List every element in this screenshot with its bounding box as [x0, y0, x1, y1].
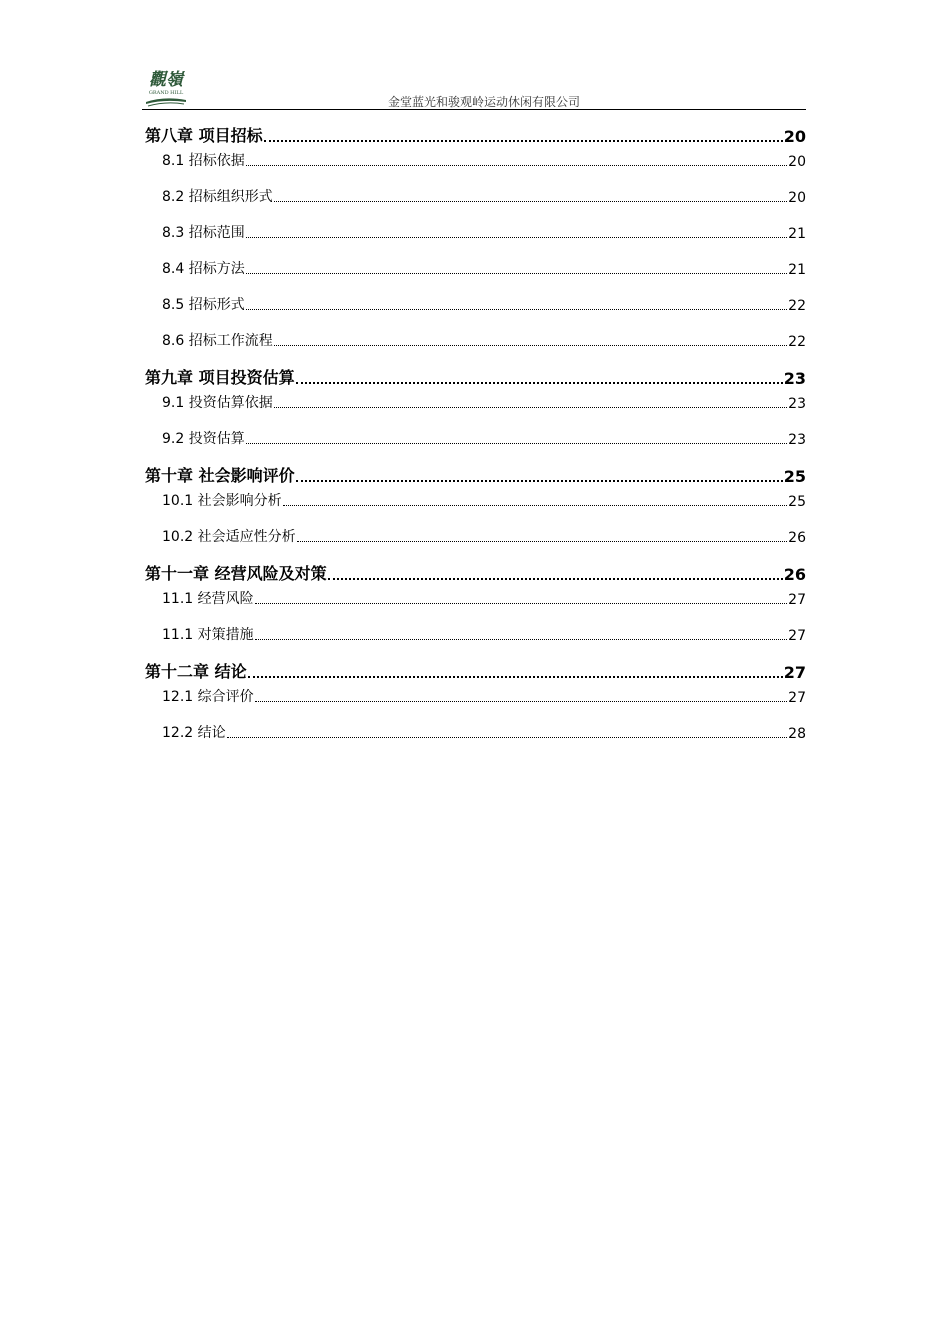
toc-section-entry[interactable]: [145, 624, 806, 644]
toc-dot-leader: [255, 639, 788, 640]
toc-section-entry[interactable]: [145, 588, 806, 608]
toc-page-number: 28: [788, 726, 806, 742]
toc-page-number: 26: [788, 530, 806, 546]
toc-entry-label: 第十章 社会影响评价: [145, 466, 295, 485]
toc-entry-label: 8.2 招标组织形式: [162, 189, 273, 205]
toc-dot-leader: [274, 201, 787, 202]
toc-entry-label: 第九章 项目投资估算: [145, 368, 295, 387]
toc-dot-leader: [274, 345, 787, 346]
toc-page-number: 27: [788, 628, 806, 644]
company-name: 金堂蓝光和骏观岭运动休闲有限公司: [387, 95, 580, 109]
toc-page-number: 25: [783, 467, 806, 486]
toc-page-number: 27: [788, 690, 806, 706]
toc-entry-label: 第十一章 经营风险及对策: [145, 564, 327, 583]
toc-entry-label: 9.2 投资估算: [162, 431, 245, 447]
logo-text: 觀嶺: [149, 70, 183, 90]
toc-entry-label: 8.5 招标形式: [162, 297, 245, 313]
toc-dot-leader: [296, 382, 783, 384]
toc-dot-leader: [246, 165, 787, 166]
toc-dot-leader: [296, 480, 783, 482]
toc-entry-label: 8.6 招标工作流程: [162, 333, 273, 349]
toc-section-entry[interactable]: [145, 722, 806, 742]
toc-entry-label: 12.1 综合评价: [162, 689, 254, 705]
toc-page-number: 22: [788, 298, 806, 314]
toc-dot-leader: [227, 737, 788, 738]
toc-dot-leader: [274, 407, 787, 408]
toc-entry-label: 第十二章 结论: [145, 662, 247, 681]
toc-dot-leader: [283, 505, 788, 506]
logo-subtext: GRAND HILL: [148, 90, 184, 96]
toc-entry-label: 第八章 项目招标: [145, 126, 263, 145]
toc-section-entry[interactable]: [145, 294, 806, 314]
toc-section-entry[interactable]: [145, 526, 806, 546]
toc-section-entry[interactable]: [145, 428, 806, 448]
toc-page-number: 20: [783, 127, 806, 146]
toc-page-number: 26: [783, 565, 806, 584]
toc-chapter-entry[interactable]: [145, 124, 806, 146]
toc-page-number: 23: [788, 432, 806, 448]
toc-page-number: 22: [788, 334, 806, 350]
toc-dot-leader: [297, 541, 788, 542]
toc-chapter-entry[interactable]: [145, 562, 806, 584]
page-header: [142, 64, 806, 110]
toc-entry-label: 11.1 经营风险: [162, 591, 254, 607]
toc-dot-leader: [255, 603, 788, 604]
toc-chapter-entry[interactable]: [145, 660, 806, 682]
toc-page-number: 20: [788, 154, 806, 170]
toc-page-number: 21: [788, 226, 806, 242]
toc-page-number: 23: [788, 396, 806, 412]
toc-entry-label: 11.1 对策措施: [162, 627, 254, 643]
toc-page-number: 27: [783, 663, 806, 682]
toc-section-entry[interactable]: [145, 222, 806, 242]
toc-chapter-entry[interactable]: [145, 464, 806, 486]
toc-entry-label: 8.3 招标范围: [162, 225, 245, 241]
toc-dot-leader: [246, 309, 787, 310]
toc-dot-leader: [328, 578, 783, 580]
toc-entry-label: 9.1 投资估算依据: [162, 395, 273, 411]
toc-chapter-entry[interactable]: [145, 366, 806, 388]
toc-section-entry[interactable]: [145, 330, 806, 350]
toc-section-entry[interactable]: [145, 186, 806, 206]
toc-section-entry[interactable]: [145, 150, 806, 170]
toc-dot-leader: [264, 140, 783, 142]
toc-page-number: 23: [783, 369, 806, 388]
toc-page-number: 20: [788, 190, 806, 206]
toc-entry-label: 8.4 招标方法: [162, 261, 245, 277]
toc-page-number: 27: [788, 592, 806, 608]
toc-section-entry[interactable]: [145, 258, 806, 278]
toc-dot-leader: [246, 237, 787, 238]
toc-dot-leader: [246, 273, 787, 274]
toc-dot-leader: [255, 701, 788, 702]
toc-dot-leader: [246, 443, 787, 444]
toc-entry-label: 12.2 结论: [162, 725, 226, 741]
toc-entry-label: 8.1 招标依据: [162, 153, 245, 169]
toc-page-number: 25: [788, 494, 806, 510]
toc-entry-label: 10.2 社会适应性分析: [162, 529, 296, 545]
toc-dot-leader: [248, 676, 783, 678]
toc-section-entry[interactable]: [145, 490, 806, 510]
toc-section-entry[interactable]: [145, 686, 806, 706]
toc-entry-label: 10.1 社会影响分析: [162, 493, 282, 509]
toc-page-number: 21: [788, 262, 806, 278]
toc-section-entry[interactable]: [145, 392, 806, 412]
header-rule: [142, 109, 806, 110]
